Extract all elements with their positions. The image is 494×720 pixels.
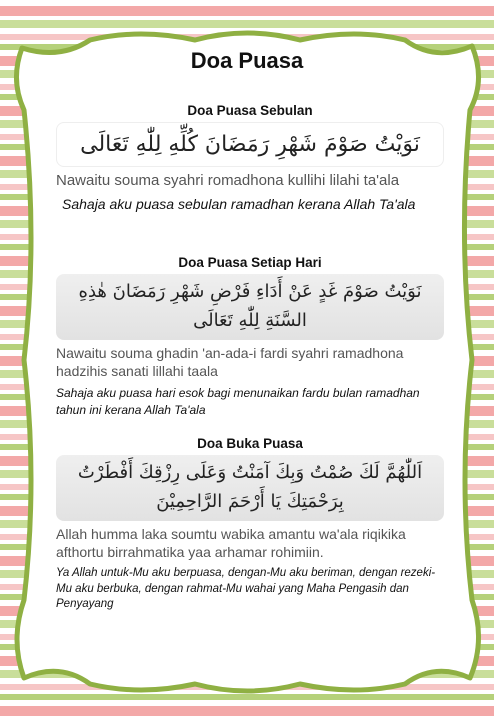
transliteration-text: Nawaitu souma ghadin 'an-ada-i fardi syahri ramadhona hadzihis sanati lillahi taala — [56, 344, 404, 380]
transliteration-text: Allah humma laka soumtu wabika amantu wa'ala riqikika afthortu birrahmatika yaa arhamar rohimiin. — [56, 525, 406, 561]
meaning-text: Sahaja aku puasa hari esok bagi menunaikan fardu bulan ramadhan tahun ini kerana Allah Ta'ala — [56, 386, 420, 417]
section-heading: Doa Puasa Sebulan — [187, 103, 313, 118]
section-doa-puasa-setiap-hari — [56, 255, 444, 418]
page-title: Doa Puasa — [190, 48, 304, 73]
meaning-text: Ya Allah untuk-Mu aku berpuasa, dengan-Mu aku beriman, dengan rezeki-Mu aku berbuka, dengan rahmat-Mu wahai yang Maha Pengasih dan Penyayang — [56, 567, 436, 611]
arabic-text: نَوَيْتُ صَوْمَ شَهْرِ رَمَضَانَ كُلِّهِ لِلّٰهِ تَعَالَى — [56, 122, 444, 167]
section-heading: Doa Buka Puasa — [197, 436, 303, 451]
arabic-text: نَوَيْتُ صَوْمَ غَدٍ عَنْ أَدَاءِ فَرْضِ شَهْرِ رَمَضَانَ هٰذِهِ السَّنَةِ لِلّٰهِ تَعَالَى — [56, 274, 444, 340]
arabic-text: اَللّٰهُمَّ لَكَ صُمْتُ وَبِكَ آمَنْتُ وَعَلَى رِزْقِكَ أَفْطَرْتُ بِرَحْمَتِكَ يَا أَرْحَمَ الرَّاحِمِيْنَ — [56, 455, 444, 521]
meaning-text: Sahaja aku puasa sebulan ramadhan kerana Allah Ta'ala — [62, 196, 416, 213]
transliteration-text: Nawaitu souma syahri romadhona kullihi lilahi ta'ala — [56, 172, 400, 190]
section-heading: Doa Puasa Setiap Hari — [178, 255, 322, 270]
section-doa-buka-puasa — [56, 436, 444, 613]
section-doa-puasa-sebulan — [56, 103, 444, 214]
